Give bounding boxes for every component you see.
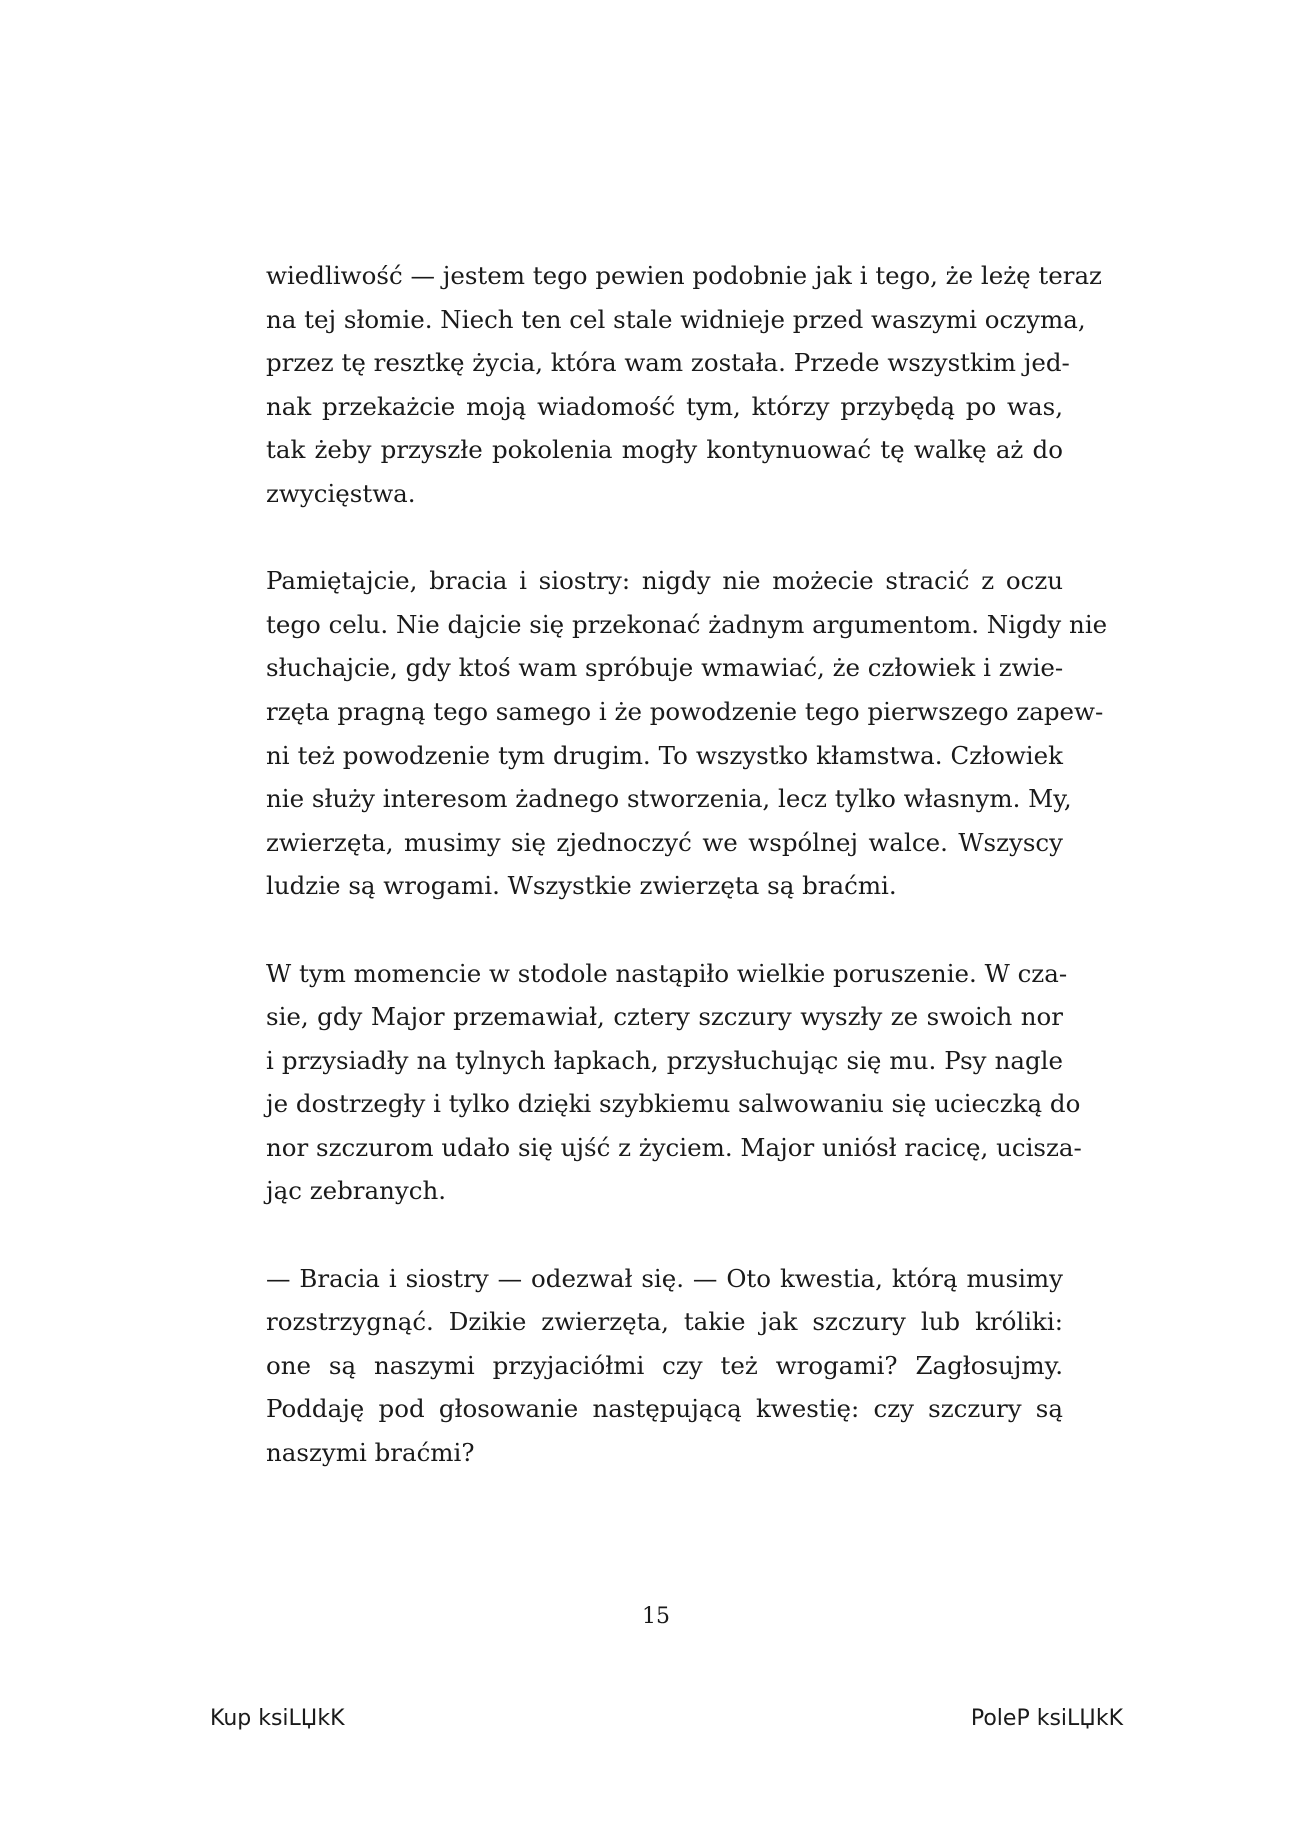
text-line: nak przekażcie moją wiadomość tym, którzy przybędą po was, <box>266 391 1063 421</box>
text-line: one są naszymi przyjaciółmi czy też wrogami? Zagłosujmy. <box>266 1350 1063 1380</box>
text-line: jąc zebranych. <box>266 1176 447 1206</box>
paragraph-1 <box>266 254 1102 516</box>
text-line: nie służy interesom żadnego stworzenia, lecz tylko własnym. My, <box>266 784 1072 814</box>
paragraph-2 <box>266 559 1108 908</box>
text-line: W tym momencie w stodole nastąpiło wielkie poruszenie. W cza- <box>266 958 1068 988</box>
text-line: tak żeby przyszłe pokolenia mogły kontynuować tę walkę aż do <box>266 435 1063 465</box>
text-line: przez tę resztkę życia, która wam została. Przede wszystkim jed- <box>266 348 1070 378</box>
text-line: nor szczurom udało się ujść z życiem. Major uniósł racicę, ucisza- <box>266 1132 1082 1162</box>
text-line: na tej słomie. Niech ten cel stale widnieje przed waszymi oczyma, <box>266 304 1086 334</box>
page-number: 15 <box>642 1604 670 1629</box>
text-line: naszymi braćmi? <box>266 1438 475 1468</box>
text-line: i przysiadły na tylnych łapkach, przysłuchując się mu. Psy nagle <box>266 1045 1063 1075</box>
text-line: ludzie są wrogami. Wszystkie zwierzęta są braćmi. <box>266 871 897 901</box>
text-line: słuchajcie, gdy ktoś wam spróbuje wmawiać, że człowiek i zwie- <box>266 653 1064 683</box>
footer-buy-book-link[interactable]: Kup ksiLЏkK <box>210 1706 345 1731</box>
text-line: sie, gdy Major przemawiał, cztery szczury wyszły ze swoich nor <box>266 1002 1063 1032</box>
text-line: rzęta pragną tego samego i że powodzenie tego pierwszego zapew- <box>266 696 1104 726</box>
body-text <box>266 254 1108 1518</box>
text-line: ni też powodzenie tym drugim. To wszystko kłamstwa. Człowiek <box>266 740 1063 770</box>
text-line: wiedliwość — jestem tego pewien podobnie jak i tego, że leżę teraz <box>266 261 1102 290</box>
text-line: — Bracia i siostry — odezwał się. — Oto kwestia, którą musimy <box>266 1263 1063 1293</box>
text-line: zwierzęta, musimy się zjednoczyć we wspólnej walce. Wszyscy <box>266 827 1063 857</box>
footer-recommend-book-link[interactable]: PoleP ksiLЏkK <box>970 1706 1123 1731</box>
text-line: Pamiętajcie, bracia i siostry: nigdy nie możecie stracić z oczu <box>266 566 1063 596</box>
text-line: Poddaję pod głosowanie następującą kwestię: czy szczury są <box>266 1394 1063 1424</box>
text-line: tego celu. Nie dajcie się przekonać żadnym argumentom. Nigdy nie <box>266 609 1108 639</box>
text-line: je dostrzegły i tylko dzięki szybkiemu salwowaniu się ucieczką do <box>266 1089 1081 1119</box>
text-line: rozstrzygnąć. Dzikie zwierzęta, takie jak szczury lub króliki: <box>266 1307 1063 1337</box>
paragraph-4 <box>266 1257 1063 1475</box>
paragraph-3 <box>266 952 1082 1214</box>
text-line: zwycięstwa. <box>266 478 416 508</box>
